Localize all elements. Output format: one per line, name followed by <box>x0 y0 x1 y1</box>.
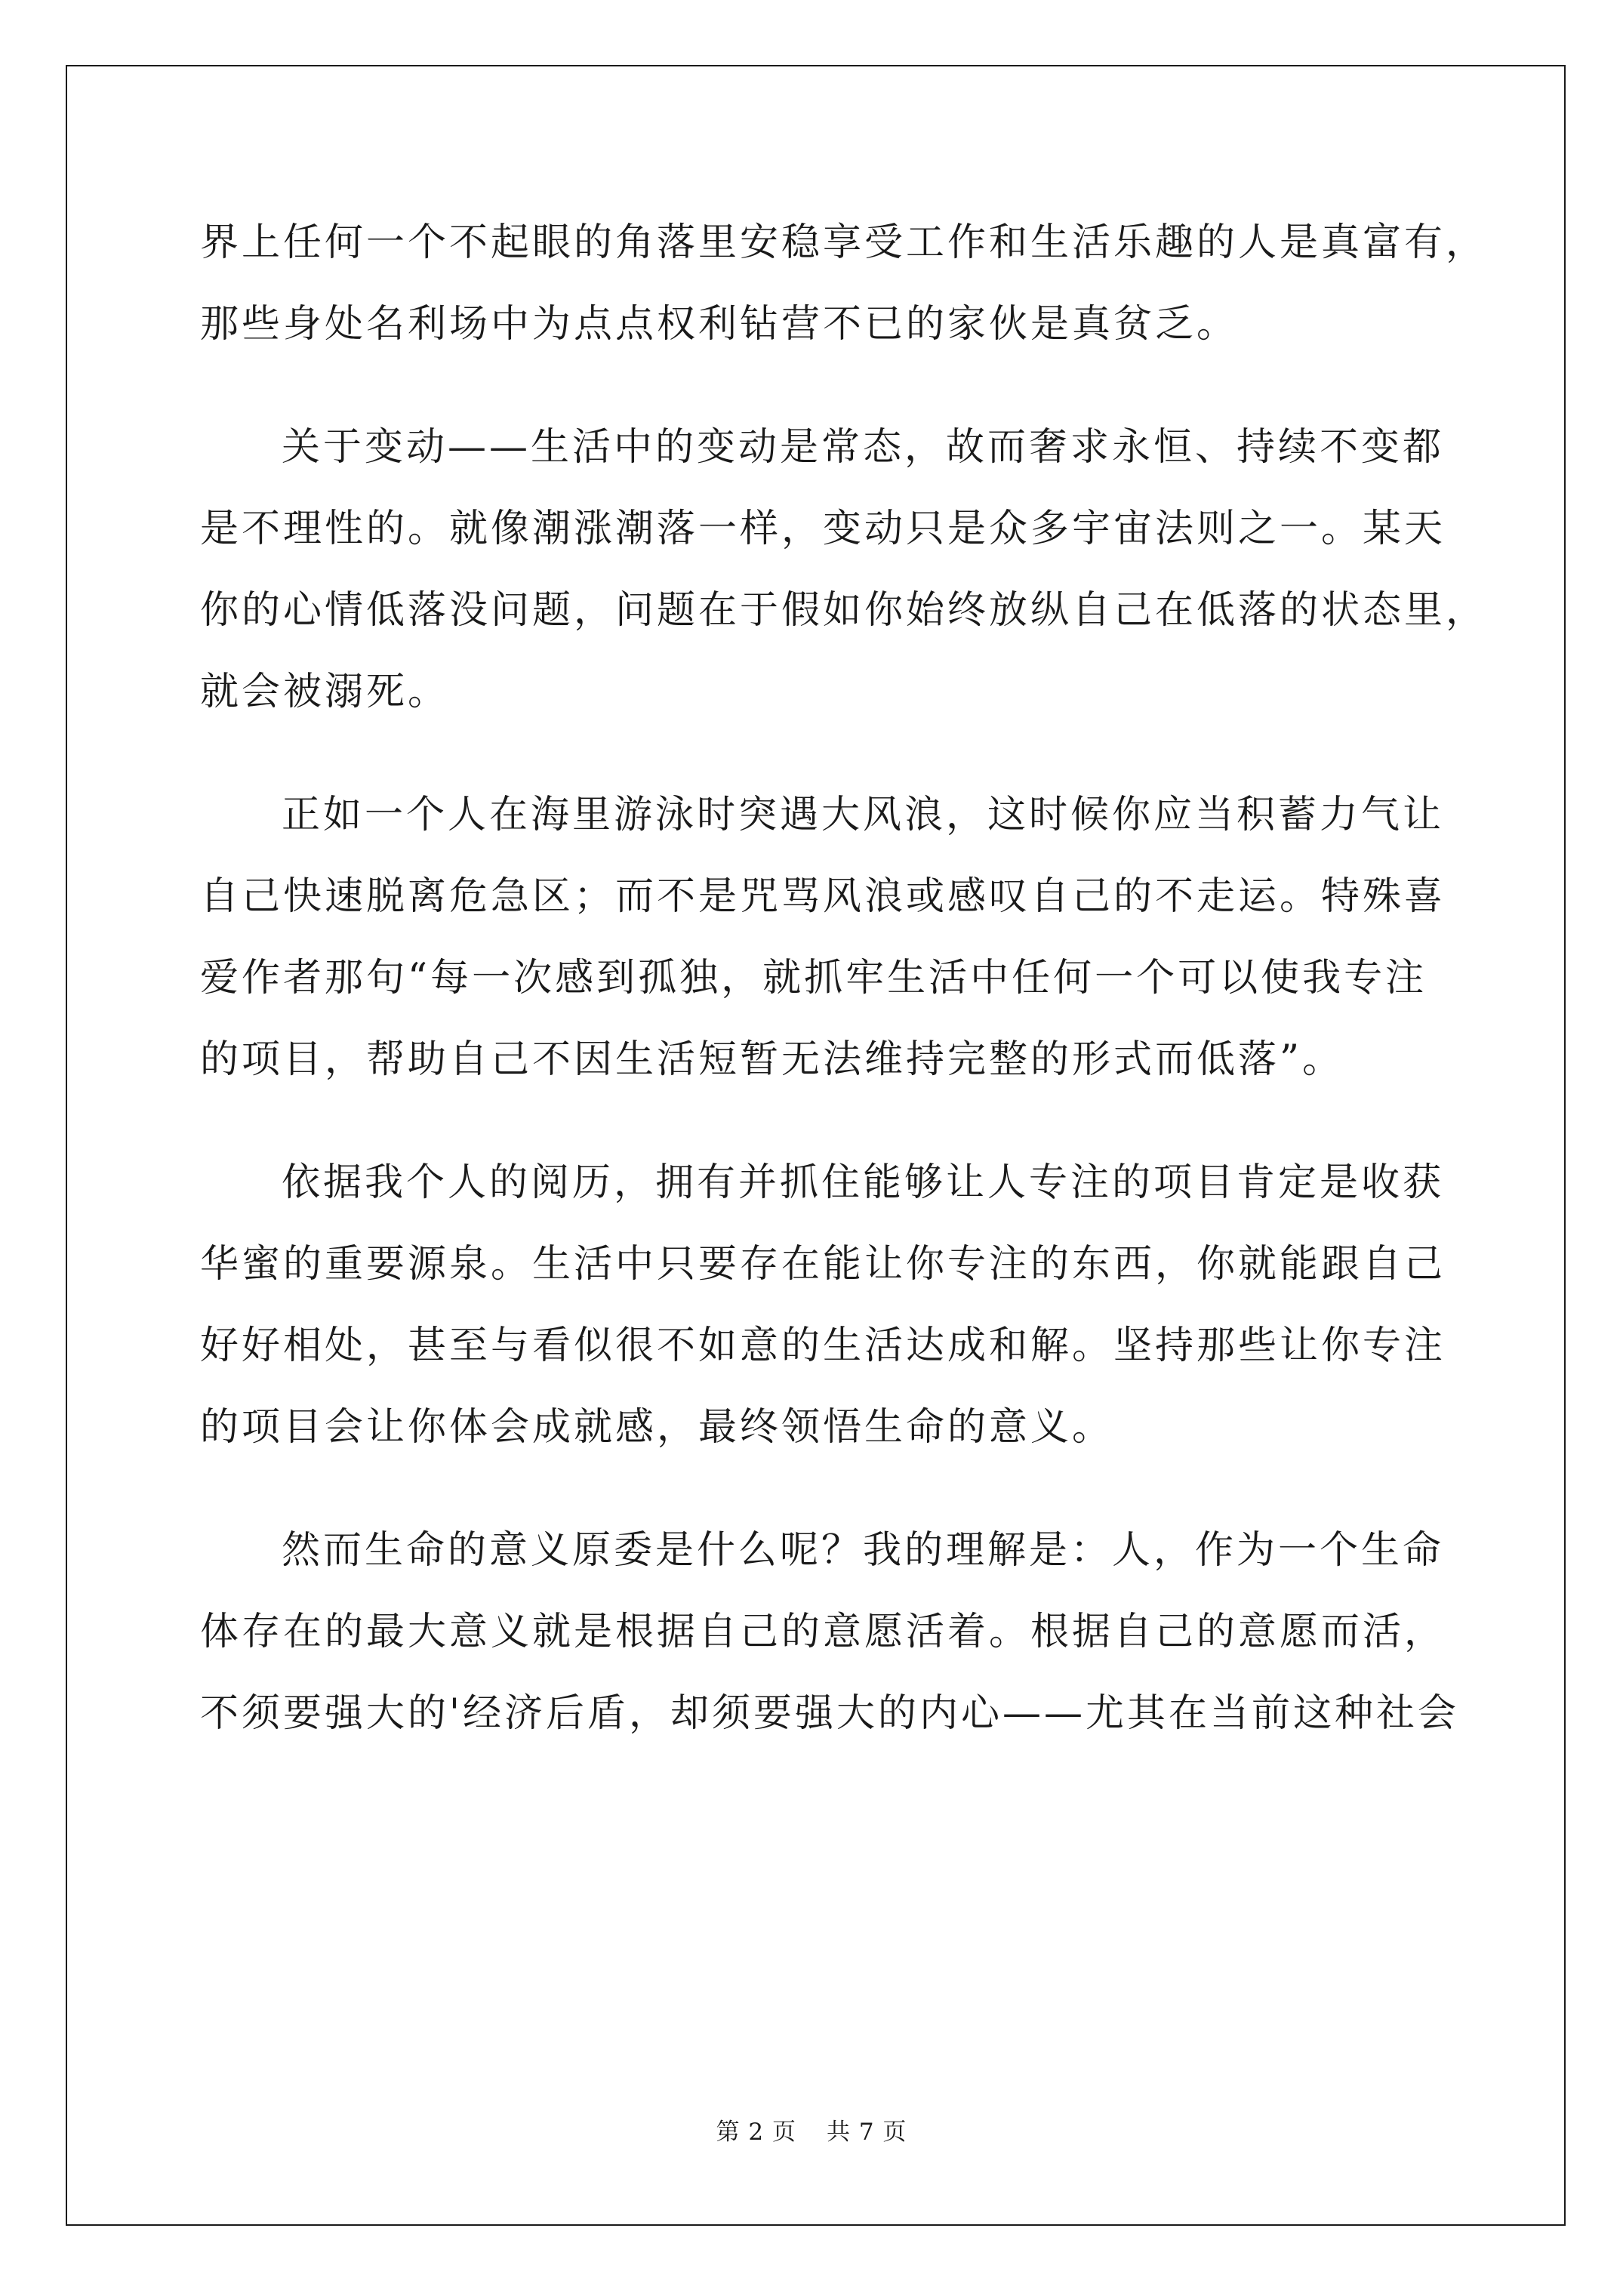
page-total: 共 7 页 <box>827 2119 907 2146</box>
text-line: 你的心情低落没问题，问题在于假如你始终放纵自己在低落的状态里， <box>200 588 1488 633</box>
text-line: 好好相处，甚至与看似很不如意的生活达成和解。坚持那些让你专注 <box>200 1324 1446 1368</box>
paragraph <box>200 775 1446 1101</box>
text-line: 华蜜的重要源泉。生活中只要存在能让你专注的东西，你就能跟自己 <box>200 1242 1446 1287</box>
text-line: 然而生命的意义原委是什么呢？我的理解是：人，作为一个生命 <box>282 1528 1445 1573</box>
paragraph <box>200 1510 1460 1755</box>
text-line: 那些身处名利场中为点点权利钻营不已的家伙是真贫乏。 <box>200 302 1239 347</box>
page-footer <box>0 2113 1623 2147</box>
text-line: 不须要强大的'经济后盾，却须要强大的内心——尤其在当前这种社会 <box>200 1691 1460 1736</box>
document-body <box>200 202 1488 1755</box>
text-line: 自己快速脱离危急区；而不是咒骂风浪或感叹自己的不走运。特殊喜 <box>200 874 1446 919</box>
paragraph <box>200 407 1488 733</box>
text-line: 的项目会让你体会成就感，最终领悟生命的意义。 <box>200 1405 1114 1450</box>
text-line: 正如一个人在海里游泳时突遇大风浪，这时候你应当积蓄力气让 <box>282 793 1445 837</box>
text-line: 爱作者那句“每一次感到孤独，就抓牢生活中任何一个可以使我专注 <box>200 956 1427 1000</box>
paragraph <box>200 202 1488 365</box>
text-line: 就会被溺死。 <box>200 670 450 714</box>
paragraph <box>200 1142 1446 1469</box>
text-line: 体存在的最大意义就是根据自己的意愿活着。根据自己的意愿而活， <box>200 1610 1446 1654</box>
text-line: 界上任何一个不起眼的角落里安稳享受工作和生活乐趣的人是真富有， <box>200 220 1488 265</box>
text-line: 是不理性的。就像潮涨潮落一样，变动只是众多宇宙法则之一。某天 <box>200 507 1446 551</box>
page-number: 第 2 页 <box>716 2119 796 2146</box>
text-line: 的项目，帮助自己不因生活短暂无法维持完整的形式而低落”。 <box>200 1037 1344 1082</box>
text-line: 依据我个人的阅历，拥有并抓住能够让人专注的项目肯定是收获 <box>282 1160 1445 1205</box>
text-line: 关于变动——生活中的变动是常态，故而奢求永恒、持续不变都 <box>282 425 1445 470</box>
